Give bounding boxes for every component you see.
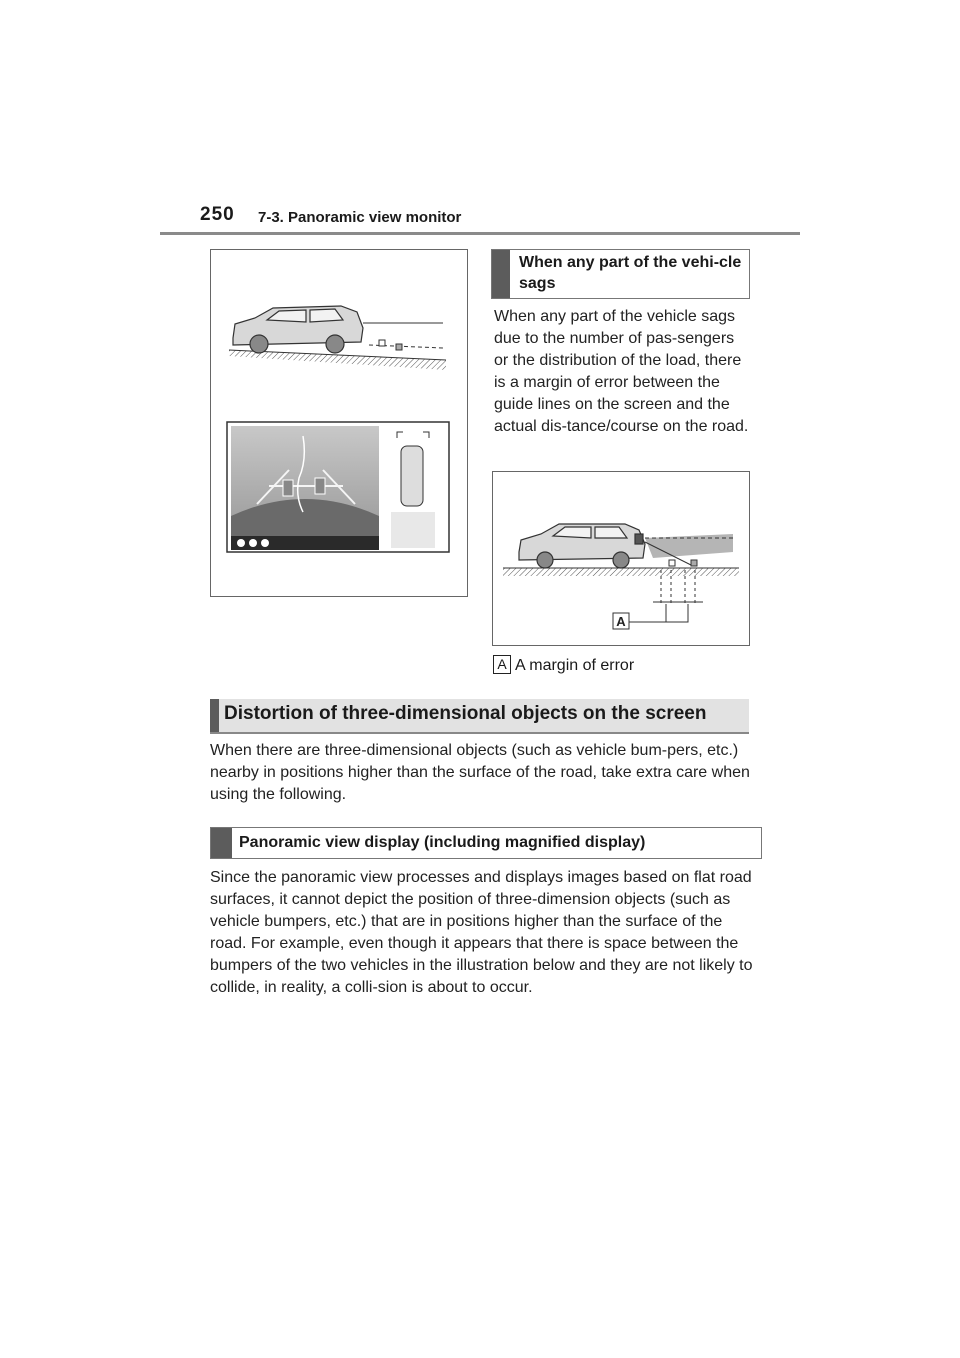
distortion-paragraph: When there are three-dimensional objects (such as vehicle bum-pers, etc.) nearby in positions higher than the surface of the road, take extra care when using the following. <box>210 742 750 803</box>
sagging-vehicle-illustration <box>211 250 467 596</box>
subheading-bar <box>492 250 510 298</box>
margin-legend <box>493 655 634 677</box>
sag-subheading-text: When any part of the vehi-cle sags <box>519 254 742 292</box>
page-number: 250 <box>200 204 235 225</box>
distortion-heading <box>210 699 749 734</box>
section-title: 7-3. Panoramic view monitor <box>258 209 462 226</box>
margin-legend-text: A margin of error <box>515 657 635 674</box>
callout-a-box: A <box>493 655 511 674</box>
header-rule <box>160 232 800 235</box>
monitor-screen <box>227 422 449 552</box>
car-side-view <box>233 306 363 353</box>
car-side-view-2 <box>519 524 645 568</box>
margin-of-error-illustration <box>493 472 749 645</box>
subheading-bar <box>211 828 232 858</box>
sag-subheading <box>491 249 750 299</box>
heading-bar <box>210 699 219 732</box>
sagging-vehicle-figure <box>210 249 468 597</box>
margin-of-error-figure <box>492 471 750 646</box>
distortion-heading-text: Distortion of three-dimensional objects on the screen <box>224 703 707 724</box>
panoramic-paragraph: Since the panoramic view processes and displays images based on flat road surfaces, it cannot depict the position of three-dimension objects (such as vehicle bumpers, etc.) that are in positions higher than the surface of the road. For example, even though it appears that there is space between the bumpers of the two vehicles in the illustration below and they are not likely to collide, in reality, a colli-sion is about to occur. <box>210 869 753 996</box>
sag-explanation: When any part of the vehicle sags due to the number of pas-sengers or the distribution of the load, there is a margin of error between the guide lines on the screen and the actual dis-tance/course on the road. <box>494 308 749 435</box>
panoramic-subheading-text: Panoramic view display (including magnified display) <box>239 834 646 851</box>
figure-callout-a: A <box>616 614 626 629</box>
panoramic-subheading <box>210 827 762 859</box>
